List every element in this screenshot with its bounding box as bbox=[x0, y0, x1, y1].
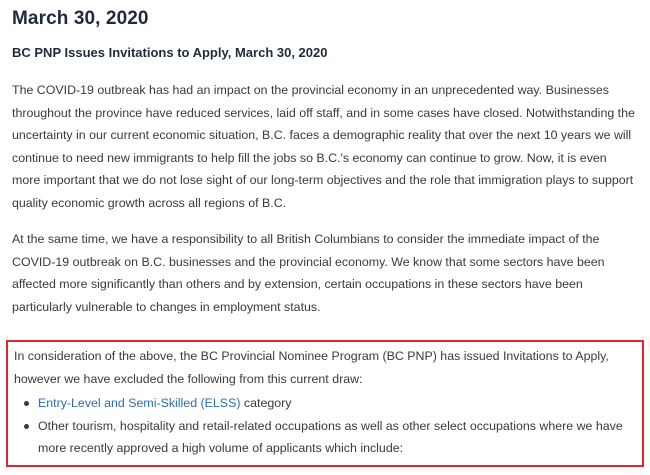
date-heading: March 30, 2020 bbox=[12, 8, 149, 29]
bullet-icon bbox=[24, 424, 29, 429]
notice-intro: In consideration of the above, the BC Provincial Nominee Program (BC PNP) has issued Invitations to Apply, however we have excluded the following from this current draw: bbox=[14, 349, 609, 386]
elss-category-suffix: category bbox=[240, 396, 292, 410]
list-item bbox=[24, 415, 636, 460]
elss-category-link[interactable]: Entry-Level and Semi-Skilled (ELSS) bbox=[38, 396, 241, 410]
list-item bbox=[24, 392, 636, 415]
exclusion-list bbox=[14, 392, 636, 460]
highlighted-notice bbox=[6, 340, 644, 467]
article-subheading: BC PNP Issues Invitations to Apply, March 30, 2020 bbox=[12, 45, 328, 60]
bullet-icon bbox=[24, 401, 29, 406]
other-occupations-text: Other tourism, hospitality and retail-related occupations as well as other select occupations where we have more recently approved a high volume of applicants which include: bbox=[38, 418, 623, 455]
paragraph-covid-impact: The COVID-19 outbreak has had an impact on the provincial economy in an unprecedented way. Businesses throughout the province have reduced services, laid off staff, and in some cases have closed. Notwithstanding the uncertainty in our current economic situation, B.C. faces a demographic reality that over the next 10 years we will continue to need new immigrants to help fill the jobs so B.C.'s economy can continue to grow. Now, it is even more important that we do not lose sight of our long-term objectives and the role that immigration plays to support quality economic growth across all regions of B.C. bbox=[12, 83, 635, 210]
paragraph-responsibility: At the same time, we have a responsibility to all British Columbians to consider the immediate impact of the COVID-19 outbreak on B.C. businesses and the provincial economy. We know that some sectors have been affected more significantly than others and by extension, certain occupations in these sectors have been particularly vulnerable to changes in employment status. bbox=[12, 232, 605, 314]
